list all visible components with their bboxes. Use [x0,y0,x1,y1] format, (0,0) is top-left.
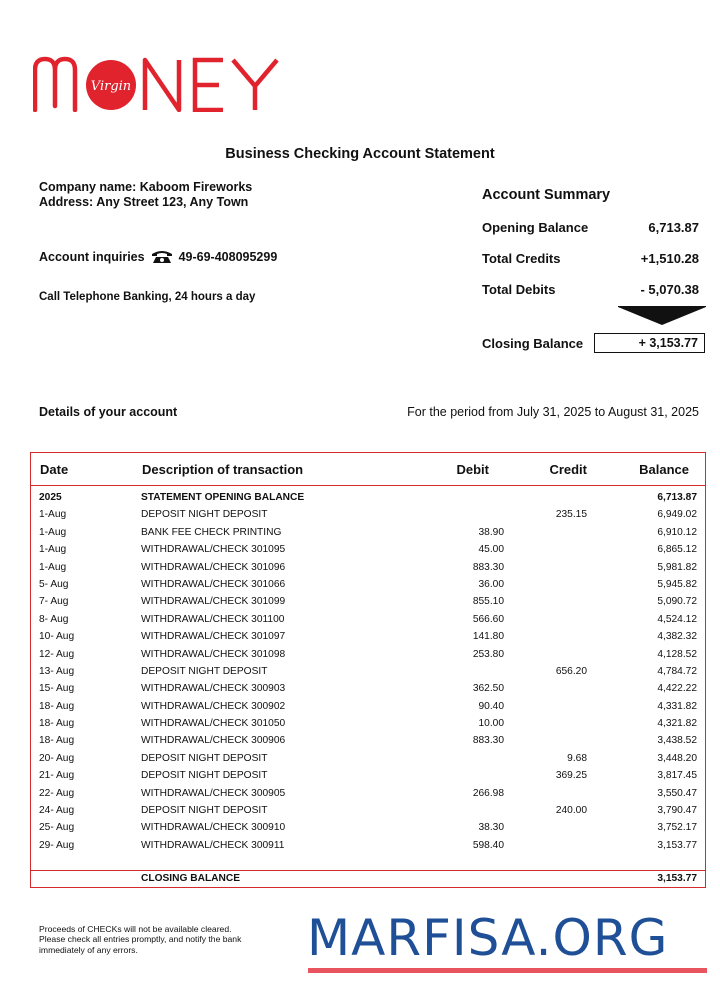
total-credits-value: +1,510.28 [640,251,699,266]
row-balance: 3,438.52 [657,735,697,747]
row-date: 15- Aug [39,683,75,695]
table-row [31,647,705,664]
header-debit: Debit [456,462,489,477]
row-balance: 4,321.82 [657,718,697,730]
row-description: WITHDRAWAL/CHECK 300902 [141,700,286,712]
row-date: 2025 [39,492,62,503]
header-balance: Balance [639,462,689,477]
table-row [31,786,705,803]
virgin-money-logo [33,56,293,112]
phone-number[interactable]: 49-69-408095299 [178,250,278,264]
row-debit: 90.40 [478,700,504,712]
row-description: DEPOSIT NIGHT DEPOSIT [141,509,268,521]
row-debit: 253.80 [472,648,504,660]
row-date: 1-Aug [39,544,67,556]
table-body [31,490,705,855]
telephone-icon [151,250,173,264]
row-balance: 3,790.47 [657,805,697,817]
row-date: 10- Aug [39,631,75,643]
row-description: DEPOSIT NIGHT DEPOSIT [141,770,268,782]
logo-graphic [33,56,293,112]
row-balance: 5,981.82 [657,561,697,573]
watermark [307,911,707,975]
row-credit: 240.00 [555,805,587,817]
header-date: Date [40,462,69,477]
row-credit: 369.25 [555,770,587,782]
row-description: WITHDRAWAL/CHECK 301066 [141,578,286,590]
row-balance: 6,865.12 [657,544,697,556]
company-name: Company name: Kaboom Fireworks [39,180,253,194]
row-balance: 3,153.77 [657,839,697,851]
closing-balance-value: + 3,153.77 [594,333,705,353]
row-description: DEPOSIT NIGHT DEPOSIT [141,752,268,764]
company-info [39,180,252,210]
row-description: WITHDRAWAL/CHECK 300911 [141,839,285,851]
table-row [31,577,705,594]
table-row [31,699,705,716]
transactions-table [30,452,706,888]
account-inquiries [39,250,277,264]
table-row [31,507,705,524]
row-date: 18- Aug [39,718,75,730]
table-row [31,681,705,698]
row-date: 21- Aug [39,770,75,782]
statement-title: Business Checking Account Statement [225,146,495,162]
row-date: 20- Aug [39,752,75,764]
row-balance: 3,817.45 [657,770,697,782]
down-triangle-icon [618,306,706,326]
row-debit: 883.30 [472,735,504,747]
row-description: WITHDRAWAL/CHECK 301098 [141,648,286,660]
table-header [31,453,705,486]
table-footer [31,870,705,887]
row-balance: 6,910.12 [657,526,697,538]
row-date: 5- Aug [39,578,69,590]
row-balance: 4,331.82 [657,700,697,712]
row-credit: 235.15 [555,509,587,521]
row-debit: 38.90 [478,526,504,538]
row-credit: 9.68 [567,752,587,764]
row-date: 24- Aug [39,805,75,817]
row-balance: 4,422.22 [657,683,697,695]
row-description: WITHDRAWAL/CHECK 301096 [141,561,286,573]
row-balance: 3,448.20 [657,752,697,764]
row-description: WITHDRAWAL/CHECK 301050 [141,718,286,730]
table-row [31,542,705,559]
banking-note: Call Telephone Banking, 24 hours a day [39,291,256,303]
row-date: 22- Aug [39,787,75,799]
header-credit: Credit [549,462,587,477]
table-row [31,560,705,577]
opening-balance-label: Opening Balance [482,220,589,235]
row-description: DEPOSIT NIGHT DEPOSIT [141,805,268,817]
watermark-text: MARFISA.ORG [307,909,669,967]
table-row [31,664,705,681]
row-date: 29- Aug [39,839,75,851]
row-balance: 3,752.17 [657,822,697,834]
row-description: WITHDRAWAL/CHECK 300910 [141,822,286,834]
closing-balance-label: Closing Balance [482,336,584,351]
row-balance: 5,090.72 [657,596,697,608]
row-description: DEPOSIT NIGHT DEPOSIT [141,665,268,677]
total-debits-value: - 5,070.38 [640,282,699,297]
closing-row-label: CLOSING BALANCE [141,873,241,884]
row-description: BANK FEE CHECK PRINTING [141,526,282,538]
row-date: 25- Aug [39,822,75,834]
row-description: STATEMENT OPENING BALANCE [141,492,305,503]
row-debit: 10.00 [478,718,504,730]
row-date: 1-Aug [39,561,67,573]
row-date: 18- Aug [39,700,75,712]
header-description: Description of transaction [142,462,304,477]
table-row [31,490,705,507]
row-debit: 598.40 [472,839,504,851]
row-balance: 4,524.12 [657,613,697,625]
table-row [31,525,705,542]
row-debit: 45.00 [478,544,504,556]
watermark-underline [308,968,707,973]
row-balance: 4,128.52 [657,648,697,660]
row-debit: 362.50 [472,683,504,695]
row-debit: 883.30 [472,561,504,573]
logo-badge-text: Virgin [90,79,132,94]
table-row [31,838,705,855]
row-description: WITHDRAWAL/CHECK 300903 [141,683,286,695]
row-credit: 656.20 [555,665,587,677]
details-label: Details of your account [39,405,178,419]
row-date: 1-Aug [39,526,67,538]
company-address: Address: Any Street 123, Any Town [39,195,249,209]
table-row [31,594,705,611]
row-balance: 6,949.02 [657,509,697,521]
row-description: WITHDRAWAL/CHECK 300906 [141,735,286,747]
total-debits-label: Total Debits [482,282,556,297]
table-row [31,768,705,785]
table-row [31,612,705,629]
table-row [31,629,705,646]
row-balance: 4,784.72 [657,665,697,677]
row-description: WITHDRAWAL/CHECK 301099 [141,596,286,608]
row-description: WITHDRAWAL/CHECK 301097 [141,631,286,643]
row-date: 7- Aug [39,596,69,608]
summary-title: Account Summary [482,187,611,203]
row-debit: 566.60 [472,613,504,625]
row-debit: 266.98 [472,787,504,799]
row-date: 13- Aug [39,665,75,677]
row-debit: 38.30 [478,822,504,834]
row-description: WITHDRAWAL/CHECK 300905 [141,787,286,799]
total-credits-label: Total Credits [482,251,561,266]
row-balance: 5,945.82 [657,578,697,590]
row-date: 8- Aug [39,613,69,625]
table-row [31,820,705,837]
statement-period: For the period from July 31, 2025 to August 31, 2025 [407,405,699,419]
inquiries-label: Account inquiries [39,250,145,264]
row-date: 1-Aug [39,509,67,521]
table-row [31,716,705,733]
row-debit: 141.80 [472,631,504,643]
row-balance: 3,550.47 [657,787,697,799]
row-description: WITHDRAWAL/CHECK 301095 [141,544,286,556]
closing-row-balance: 3,153.77 [657,873,697,884]
row-debit: 855.10 [472,596,504,608]
row-description: WITHDRAWAL/CHECK 301100 [141,613,285,625]
table-row [31,803,705,820]
opening-balance-value: 6,713.87 [648,220,699,235]
row-balance: 4,382.32 [657,631,697,643]
row-date: 18- Aug [39,735,75,747]
table-row [31,751,705,768]
table-row [31,733,705,750]
notice-text: Proceeds of CHECKs will not be available cleared. Please check all entries promptly, and notify the bank immediately of any errors. [39,924,242,955]
row-date: 12- Aug [39,648,75,660]
row-balance: 6,713.87 [657,492,697,503]
row-debit: 36.00 [478,578,504,590]
